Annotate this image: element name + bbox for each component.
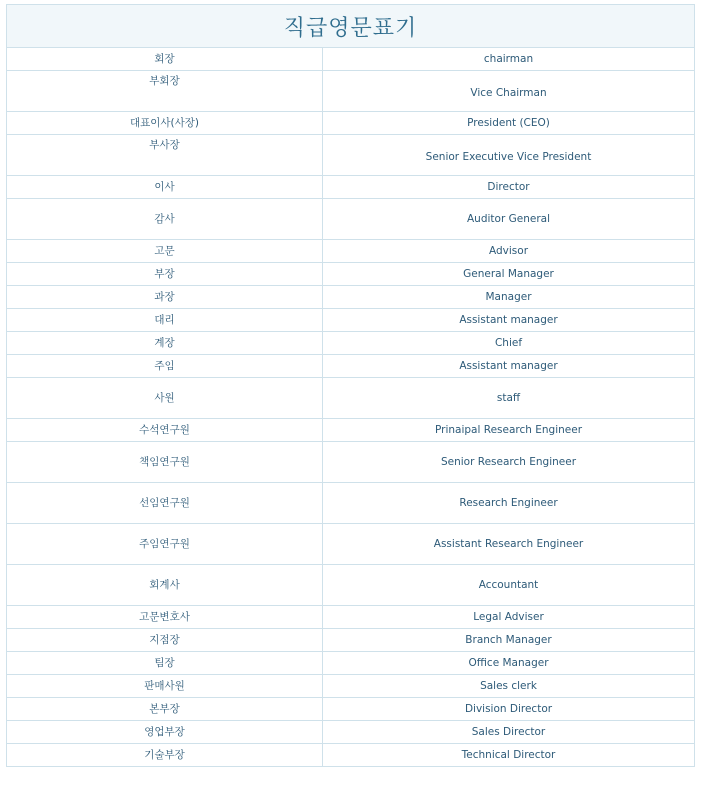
english-title-cell: Vice Chairman [323,71,695,112]
korean-title-cell: 부회장 [7,71,323,112]
table-row [7,629,695,652]
english-title-cell: chairman [323,48,695,71]
korean-title-cell: 판매사원 [7,675,323,698]
english-title-cell: Legal Adviser [323,606,695,629]
table-row [7,675,695,698]
korean-title-cell: 회계사 [7,565,323,606]
table-row [7,48,695,71]
english-title-cell: Manager [323,286,695,309]
korean-title-cell: 과장 [7,286,323,309]
table-row [7,721,695,744]
korean-title-cell: 부사장 [7,135,323,176]
korean-title-cell: 이사 [7,176,323,199]
english-title-cell: Branch Manager [323,629,695,652]
table-row [7,332,695,355]
table-row [7,652,695,675]
table-row [7,286,695,309]
table-row [7,263,695,286]
english-title-cell: Advisor [323,240,695,263]
table-row [7,698,695,721]
english-title-cell: Director [323,176,695,199]
english-title-cell: Assistant manager [323,309,695,332]
position-title-table [6,4,695,767]
english-title-cell: Assistant Research Engineer [323,524,695,565]
english-title-cell: President (CEO) [323,112,695,135]
korean-title-cell: 주임 [7,355,323,378]
english-title-cell: Prinaipal Research Engineer [323,419,695,442]
korean-title-cell: 회장 [7,48,323,71]
english-title-cell: Sales Director [323,721,695,744]
table-row [7,199,695,240]
table-row [7,309,695,332]
english-title-cell: Chief [323,332,695,355]
table-row [7,483,695,524]
korean-title-cell: 대리 [7,309,323,332]
english-title-cell: Accountant [323,565,695,606]
table-row [7,378,695,419]
table-body [7,48,695,767]
table-row [7,419,695,442]
table-row [7,744,695,767]
english-title-cell: Auditor General [323,199,695,240]
korean-title-cell: 주임연구원 [7,524,323,565]
table-row [7,606,695,629]
table-row [7,176,695,199]
korean-title-cell: 계장 [7,332,323,355]
korean-title-cell: 사원 [7,378,323,419]
position-title-table-container [6,4,694,767]
table-row [7,112,695,135]
korean-title-cell: 지점장 [7,629,323,652]
korean-title-cell: 고문변호사 [7,606,323,629]
english-title-cell: Office Manager [323,652,695,675]
table-row [7,240,695,263]
table-row [7,524,695,565]
english-title-cell: General Manager [323,263,695,286]
english-title-cell: Division Director [323,698,695,721]
korean-title-cell: 선임연구원 [7,483,323,524]
english-title-cell: Technical Director [323,744,695,767]
table-row [7,565,695,606]
english-title-cell: staff [323,378,695,419]
table-row [7,442,695,483]
korean-title-cell: 책임연구원 [7,442,323,483]
english-title-cell: Assistant manager [323,355,695,378]
korean-title-cell: 감사 [7,199,323,240]
korean-title-cell: 본부장 [7,698,323,721]
korean-title-cell: 기술부장 [7,744,323,767]
korean-title-cell: 부장 [7,263,323,286]
table-row [7,71,695,112]
english-title-cell: Research Engineer [323,483,695,524]
korean-title-cell: 영업부장 [7,721,323,744]
english-title-cell: Senior Research Engineer [323,442,695,483]
english-title-cell: Sales clerk [323,675,695,698]
korean-title-cell: 수석연구원 [7,419,323,442]
english-title-cell: Senior Executive Vice President [323,135,695,176]
korean-title-cell: 고문 [7,240,323,263]
table-title: 직급영문표기 [7,5,695,48]
table-row [7,355,695,378]
korean-title-cell: 팀장 [7,652,323,675]
korean-title-cell: 대표이사(사장) [7,112,323,135]
table-row [7,135,695,176]
